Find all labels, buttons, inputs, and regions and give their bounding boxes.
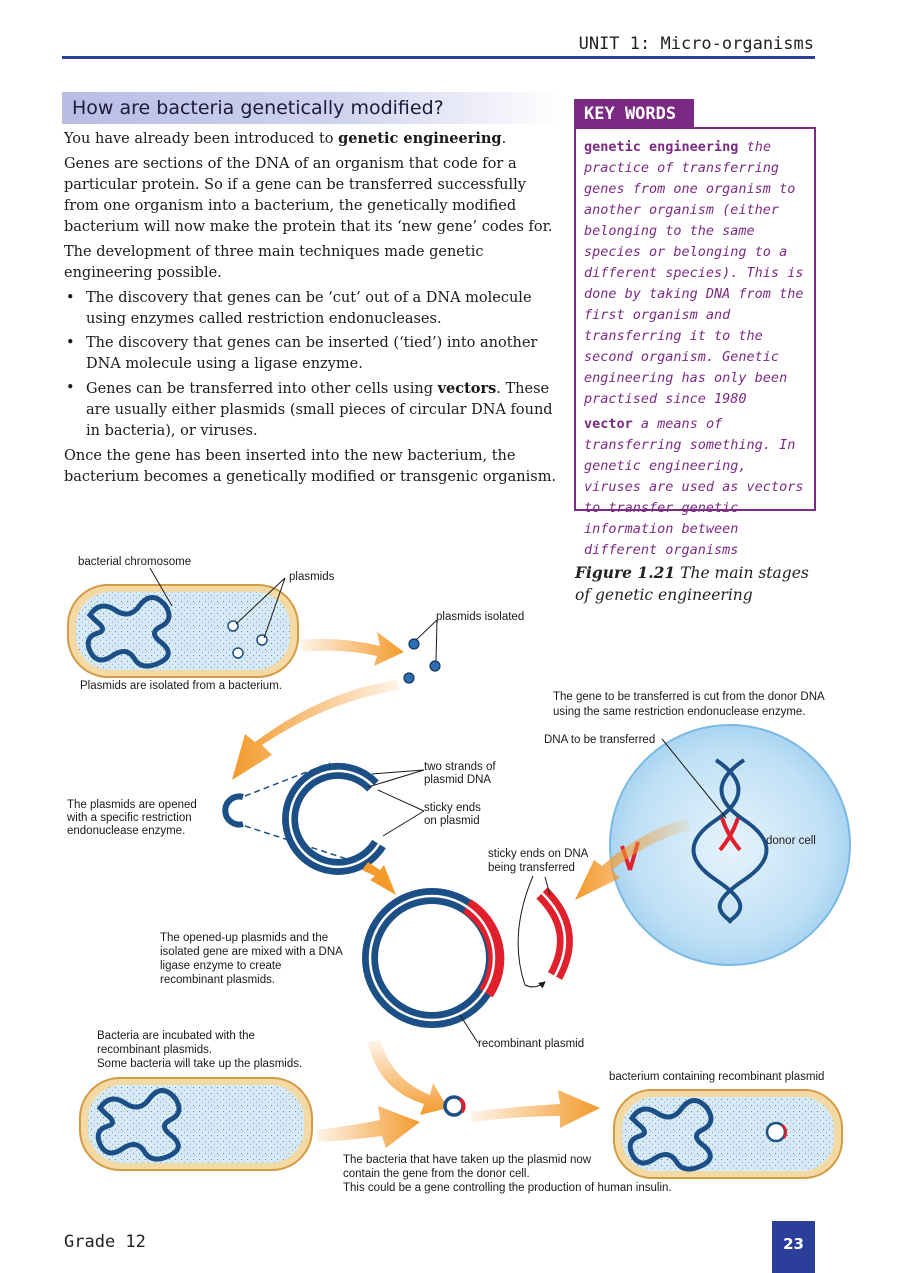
label-bacterial-chromosome: bacterial chromosome bbox=[78, 556, 192, 568]
label-mixed-1: The opened-up plasmids and the bbox=[160, 932, 329, 944]
genetic-engineering-diagram bbox=[0, 530, 900, 1210]
label-sticky-2: on plasmid bbox=[424, 815, 480, 827]
list-item: • The discovery that genes can be inserted (‘tied’) into another DNA molecule using a ligase enzyme. bbox=[64, 333, 564, 375]
key-words-heading: KEY WORDS bbox=[574, 99, 694, 127]
isolated-plasmids bbox=[404, 639, 440, 683]
arrow-to-isolated bbox=[300, 632, 404, 666]
label-final-3: This could be a gene controlling the production of human insulin. bbox=[343, 1182, 672, 1194]
plasmid bbox=[233, 648, 243, 658]
label-final-2: contain the gene from the donor cell. bbox=[343, 1168, 530, 1180]
label-bacterium-recombinant: bacterium containing recombinant plasmid bbox=[609, 1071, 825, 1083]
label-donor-cell: donor cell bbox=[766, 835, 816, 847]
opened-plasmid-small bbox=[225, 797, 243, 825]
label-recombinant-plasmid: recombinant plasmid bbox=[478, 1038, 585, 1050]
header-rule bbox=[62, 56, 815, 59]
label-plasmids-isolated: plasmids isolated bbox=[436, 611, 525, 623]
techniques-paragraph: The development of three main techniques made genetic engineering possible. bbox=[64, 244, 484, 281]
intro-paragraph: You have already been introduced to genetic engineering. bbox=[64, 130, 507, 147]
list-item: • The discovery that genes can be ‘cut’ out of a DNA molecule using enzymes called restriction endonucleases. bbox=[64, 288, 564, 330]
techniques-list bbox=[64, 288, 564, 442]
genes-paragraph: Genes are sections of the DNA of an organism that code for a particular protein. So if a gene can be transferred successfully from one organism into a bacterium, the genetically modified bacterium will now make the protein that its ‘new gene’ codes for. bbox=[64, 156, 553, 235]
label-opened-1: The plasmids are opened bbox=[67, 799, 197, 811]
arrow-into-host bbox=[316, 1106, 420, 1148]
label-dna-transferred: DNA to be transferred bbox=[544, 734, 656, 746]
arrow-to-mix bbox=[362, 862, 396, 895]
plasmid bbox=[228, 621, 238, 631]
bacterium-host bbox=[80, 1078, 312, 1170]
label-mixed-2: isolated gene are mixed with a DNA bbox=[160, 946, 343, 958]
label-donor-gene-1: The gene to be transferred is cut from the donor DNA bbox=[553, 691, 825, 703]
label-sticky-1: sticky ends bbox=[424, 802, 481, 814]
arrow-to-open bbox=[232, 680, 400, 780]
list-item: • Genes can be transferred into other cells using vectors. These are usually either plasmids (small pieces of circular DNA found in bacteria), or viruses. bbox=[64, 378, 564, 442]
label-incubated-3: Some bacteria will take up the plasmids. bbox=[97, 1058, 303, 1070]
label-opened-2: with a specific restriction bbox=[67, 812, 192, 824]
label-mixed-4: recombinant plasmids. bbox=[160, 974, 276, 986]
opened-plasmid-large bbox=[290, 771, 379, 867]
key-word-entry: vector a means of transferring something. In genetic engineering, viruses are used as vectors to transfer genetic information between different organisms bbox=[584, 416, 804, 558]
label-step-isolated: Plasmids are isolated from a bacterium. bbox=[80, 680, 282, 692]
page-number: 23 bbox=[772, 1221, 815, 1273]
label-incubated-2: recombinant plasmids. bbox=[97, 1044, 213, 1056]
label-final-1: The bacteria that have taken up the plasmid now bbox=[343, 1154, 592, 1166]
section-title: How are bacteria genetically modified? bbox=[62, 92, 562, 124]
label-opened-3: endonuclease enzyme. bbox=[67, 825, 186, 837]
label-plasmids: plasmids bbox=[289, 571, 335, 583]
body-text bbox=[64, 128, 564, 492]
label-donor-gene-2: using the same restriction endonuclease enzyme. bbox=[553, 706, 806, 718]
arrow-to-transgenic bbox=[470, 1090, 600, 1128]
gene-fragment bbox=[542, 893, 565, 976]
plasmid bbox=[257, 635, 267, 645]
key-word-entry: genetic engineering the practice of transferring genes from one organism to another organism (either belonging to the same species or belonging to a different species). This is done by taking DNA from the first organism and transferring it to the second organism. Genetic engineering has only been practised since 1980 bbox=[584, 139, 804, 407]
uptake-plasmid bbox=[445, 1097, 464, 1115]
label-sticky-dna-2: being transferred bbox=[488, 862, 575, 874]
arrow-down-to-uptake bbox=[368, 1040, 448, 1115]
label-two-strands-1: two strands of bbox=[424, 761, 496, 773]
key-words-box bbox=[574, 127, 816, 558]
figure-caption: Figure 1.21 The main stages of genetic engineering bbox=[575, 563, 809, 604]
label-sticky-dna-1: sticky ends on DNA bbox=[488, 848, 589, 860]
footer-grade: Grade 12 bbox=[64, 1232, 146, 1252]
label-mixed-3: ligase enzyme to create bbox=[160, 960, 282, 972]
transgenic-paragraph: Once the gene has been inserted into the new bacterium, the bacterium becomes a genetically modified or transgenic organism. bbox=[64, 448, 557, 485]
recombinant-plasmid bbox=[370, 896, 496, 1020]
label-two-strands-2: plasmid DNA bbox=[424, 774, 492, 786]
label-incubated-1: Bacteria are incubated with the bbox=[97, 1030, 255, 1042]
unit-header: UNIT 1: Micro-organisms bbox=[578, 34, 814, 54]
bacterium-transgenic bbox=[614, 1090, 842, 1178]
